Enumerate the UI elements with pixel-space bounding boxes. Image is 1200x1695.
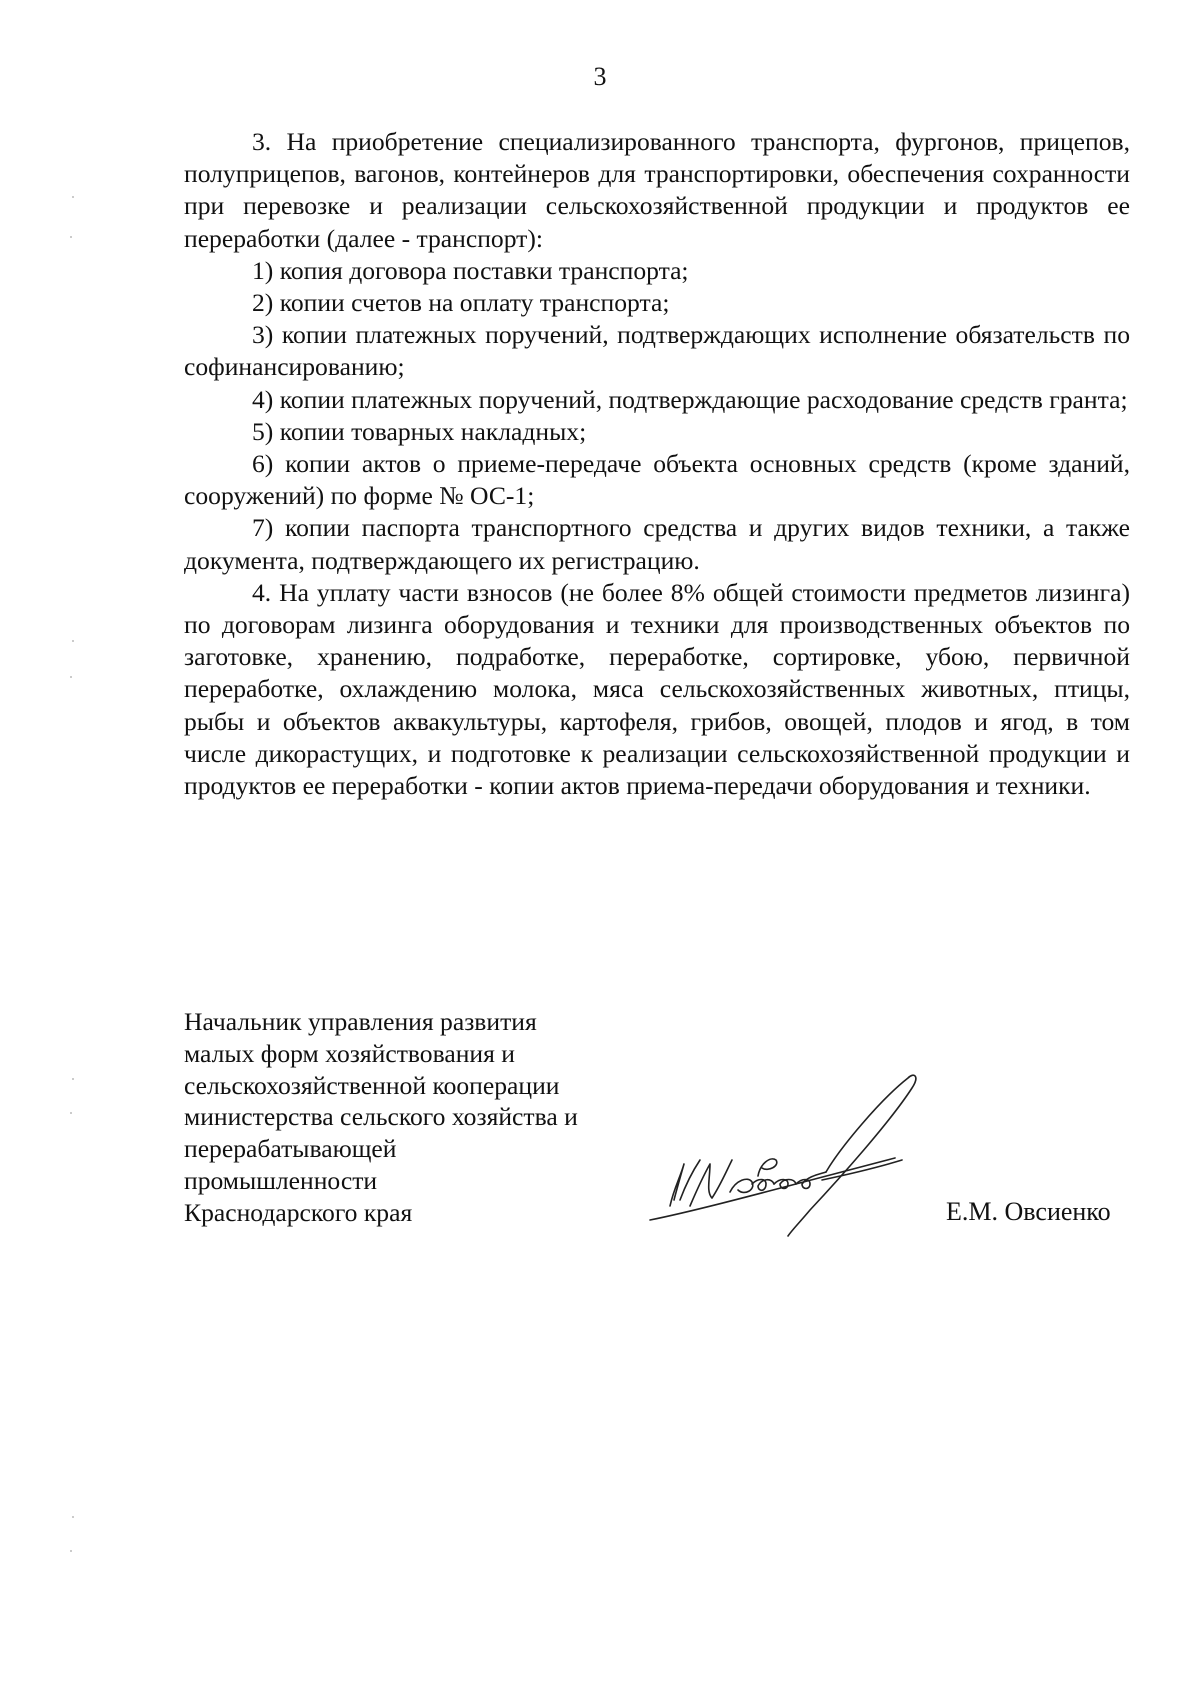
scan-artifact xyxy=(70,236,72,238)
position-line: малых форм хозяйствования и xyxy=(184,1038,515,1068)
position-line: Начальник управления развития xyxy=(184,1007,537,1036)
signer-name: Е.М. Овсиенко xyxy=(946,1197,1111,1226)
position-line: промышленности xyxy=(184,1165,378,1195)
position-line: Краснодарского края xyxy=(184,1197,413,1227)
scan-artifact xyxy=(72,1516,74,1518)
position-line: перерабатывающей xyxy=(184,1134,397,1164)
scan-artifact xyxy=(72,196,74,198)
scan-artifact xyxy=(72,640,74,642)
paragraph-8: 7) копии паспорта транспортного средства и других видов техники, а также документа, подтверждающего их регистрацию. xyxy=(184,513,1130,575)
page-number: 3 xyxy=(593,62,607,91)
scan-artifact xyxy=(70,676,72,678)
paragraph-4: 3) копии платежных поручений, подтверждающих исполнение обязательств по софинансированию; xyxy=(184,320,1130,382)
paragraph-1: 3. На приобретение специализированного транспорта, фургонов, прицепов, полуприцепов, вагонов, контейнеров для транспортировки, обеспечения сохранности при перевозке и реализации сельскохозяйственной продукции и продуктов ее переработки (далее - транспорт): xyxy=(184,127,1130,253)
position-line: министерства сельского хозяйства и xyxy=(184,1102,578,1132)
paragraph-6: 5) копии товарных накладных; xyxy=(252,416,587,446)
paragraph-5: 4) копии платежных поручений, подтверждающие расходование средств гранта; xyxy=(252,384,1128,414)
scan-artifact xyxy=(70,1550,72,1552)
handwritten-signature xyxy=(640,1060,1000,1260)
paragraph-7: 6) копии актов о приеме-передаче объекта основных средств (кроме зданий, сооружений) по форме № ОС-1; xyxy=(184,449,1130,511)
paragraph-9: 4. На уплату части взносов (не более 8% общей стоимости предметов лизинга) по договорам лизинга оборудования и техники для производственных объектов по заготовке, хранению, подработке, переработке, сортировке, убою, первичной переработке, охлаждению молока, мяса сельскохозяйственных животных, птицы, рыбы и объектов аквакультуры, картофеля, грибов, овощей, плодов и ягод, в том числе дикорастущих, и подготовке к реализации сельскохозяйственной продукции и продуктов ее переработки - копии актов приема-передачи оборудования и техники. xyxy=(184,577,1130,801)
scan-artifact xyxy=(72,1078,74,1080)
signatory-position xyxy=(184,1006,578,1229)
paragraph-3: 2) копии счетов на оплату транспорта; xyxy=(252,288,670,318)
position-line: сельскохозяйственной кооперации xyxy=(184,1070,560,1100)
paragraph-2: 1) копия договора поставки транспорта; xyxy=(252,255,689,285)
scan-artifact xyxy=(70,1112,72,1114)
document-body xyxy=(184,126,1130,802)
